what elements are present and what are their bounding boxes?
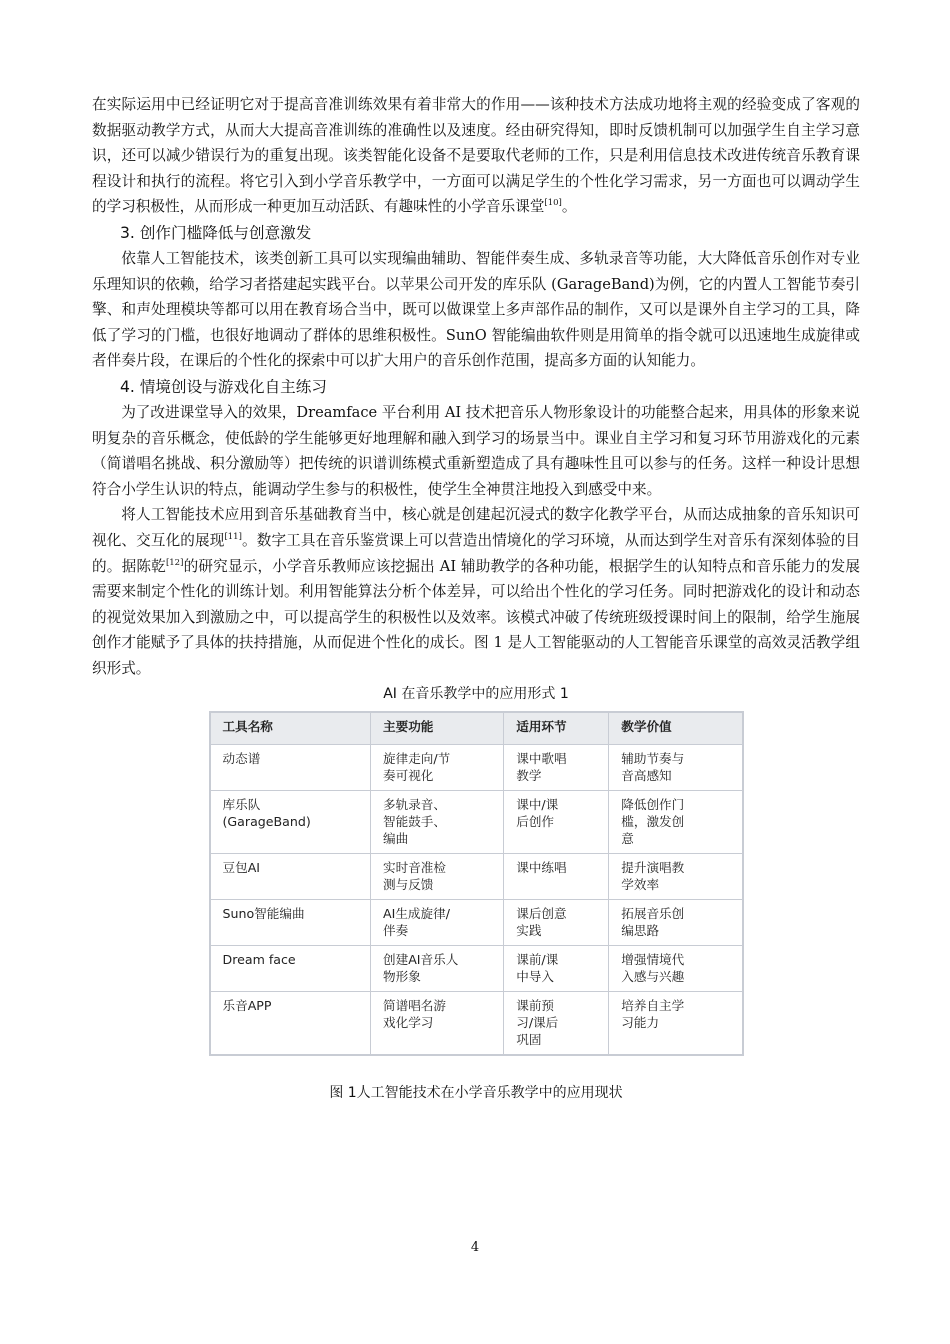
table-cell: AI生成旋律/ 伴奏	[371, 900, 504, 946]
table-cell: 旋律走向/节 奏可视化	[371, 745, 504, 791]
paragraph-1	[92, 92, 860, 220]
table-body	[210, 745, 743, 1056]
paragraph-2: 依靠人工智能技术，该类创新工具可以实现编曲辅助、智能伴奏生成、多轨录音等功能，大大降低音乐创作对专业乐理知识的依赖，给学习者搭建起实践平台。以苹果公司开发的库乐队 (GarageBand)为例，它的内置人工智能节奏引擎、和声处理模块等都可以用在教育场合当中，既可以做课堂上多声部作品的制作，又可以是课外自主学习的工具，降低了学习的门槛，也很好地调动了群体的思维积极性。SunO 智能编曲软件则是用简单的指令就可以迅速地生成旋律或者伴奏片段，在课后的个性化的探索中可以扩大用户的音乐创作范围，提高多方面的认知能力。	[92, 249, 860, 370]
table-row	[210, 791, 743, 854]
table-row	[210, 745, 743, 791]
table-cell: 豆包AI	[210, 854, 371, 900]
table-cell: 课中练唱	[504, 854, 609, 900]
paragraph-4	[92, 502, 860, 681]
table-cell: 培养自主学 习能力	[609, 992, 743, 1056]
table-cell: 降低创作门 槛，激发创 意	[609, 791, 743, 854]
table-row	[210, 854, 743, 900]
header-value: 教学价值	[609, 712, 743, 745]
table-cell: 乐音APP	[210, 992, 371, 1056]
table-cell: 课中/课 后创作	[504, 791, 609, 854]
paragraph-4-part-a: 将人工智能技术应用到音乐基础教育当中，核心就是创建起沉浸式的数字化教学平台，从而达成抽象的音乐知识可视化、交互化的展现	[92, 506, 860, 549]
header-stage: 适用环节	[504, 712, 609, 745]
table-header-row	[210, 712, 743, 745]
table-row	[210, 946, 743, 992]
paragraph-1-text: 在实际运用中已经证明它对于提高音准训练效果有着非常大的作用——该种技术方法成功地将主观的经验变成了客观的数据驱动教学方式，从而大大提高音准训练的准确性以及速度。经由研究得知，即时反馈机制可以加强学生自主学习意识，还可以减少错误行为的重复出现。该类智能化设备不是要取代老师的工作，只是利用信息技术改进传统音乐教育课程设计和执行的流程。将它引入到小学音乐教学中，一方面可以满足学生的个性化学习需求，另一方面也可以调动学生的学习积极性，从而形成一种更加互动活跃、有趣味性的小学音乐课堂	[92, 96, 860, 216]
table-cell: Suno智能编曲	[210, 900, 371, 946]
table-cell: 提升演唱教 学效率	[609, 854, 743, 900]
table-cell: 实时音准检 测与反馈	[371, 854, 504, 900]
table-cell: 增强情境代 入感与兴趣	[609, 946, 743, 992]
citation-12[interactable]: [12]	[165, 557, 184, 568]
table-cell: 辅助节奏与 音高感知	[609, 745, 743, 791]
table-cell: 动态谱	[210, 745, 371, 791]
header-tool-name: 工具名称	[210, 712, 371, 745]
paragraph-3: 为了改进课堂导入的效果，Dreamface 平台利用 AI 技术把音乐人物形象设计的功能整合起来，用具体的形象来说明复杂的音乐概念，使低龄的学生能够更好地理解和融入到学习的场景当中。课业自主学习和复习环节用游戏化的元素（简谱唱名挑战、积分激励等）把传统的识谱训练模式重新塑造成了具有趣味性且可以参与的任务。这样一种设计思想符合小学生认识的特点，能调动学生参与的积极性，使学生全神贯注地投入到感受中来。	[92, 403, 860, 498]
table-row	[210, 900, 743, 946]
section-heading-3: 3. 创作门槛降低与创意激发	[120, 223, 312, 242]
table-cell: 多轨录音、 智能鼓手、 编曲	[371, 791, 504, 854]
table-cell: 简谱唱名游 戏化学习	[371, 992, 504, 1056]
table-cell: 课中歌唱 教学	[504, 745, 609, 791]
citation-11[interactable]: [11]	[224, 532, 242, 543]
figure-1	[92, 711, 860, 1056]
tools-table	[209, 711, 744, 1056]
table-cell: 创建AI音乐人 物形象	[371, 946, 504, 992]
citation-10[interactable]: [10]	[544, 198, 562, 209]
table-cell: 拓展音乐创 编思路	[609, 900, 743, 946]
page-number: 4	[470, 1240, 480, 1255]
table-row	[210, 992, 743, 1056]
figure-caption: 图 1人工智能技术在小学音乐教学中的应用现状	[329, 1085, 623, 1102]
paragraph-1-end: 。	[561, 198, 577, 216]
paragraph-4-part-c: 的研究显示，小学音乐教师应该挖掘出 AI 辅助教学的各种功能，根据学生的认知特点和音乐能力的发展需要来制定个性化的训练计划。利用智能算法分析个体差异，可以给出个性化的学习任务。同时把游戏化的设计和动态的视觉效果加入到激励之中，可以提高学生的积极性以及效率。该模式冲破了传统班级授课时间上的限制，给学生施展创作才能赋予了具体的扶持措施，从而促进个性化的成长。图 1 是人工智能驱动的人工智能音乐课堂的高效灵活教学组织形式。	[92, 557, 860, 677]
table-cell: 课前/课 中导入	[504, 946, 609, 992]
table-title: AI 在音乐教学中的应用形式 1	[383, 686, 569, 703]
table-cell: 库乐队 (GarageBand)	[210, 791, 371, 854]
header-main-function: 主要功能	[371, 712, 504, 745]
table-cell: 课后创意 实践	[504, 900, 609, 946]
paragraph-4-part-b: 。数字工具在音乐鉴赏课上可以营造出情境化的学习环境，从而达到学生对音乐有深刻体验的目的。据陈乾	[92, 531, 860, 575]
table-cell: Dream face	[210, 946, 371, 992]
page-body	[92, 92, 860, 1106]
section-heading-4: 4. 情境创设与游戏化自主练习	[120, 377, 327, 396]
table-cell: 课前预 习/课后 巩固	[504, 992, 609, 1056]
